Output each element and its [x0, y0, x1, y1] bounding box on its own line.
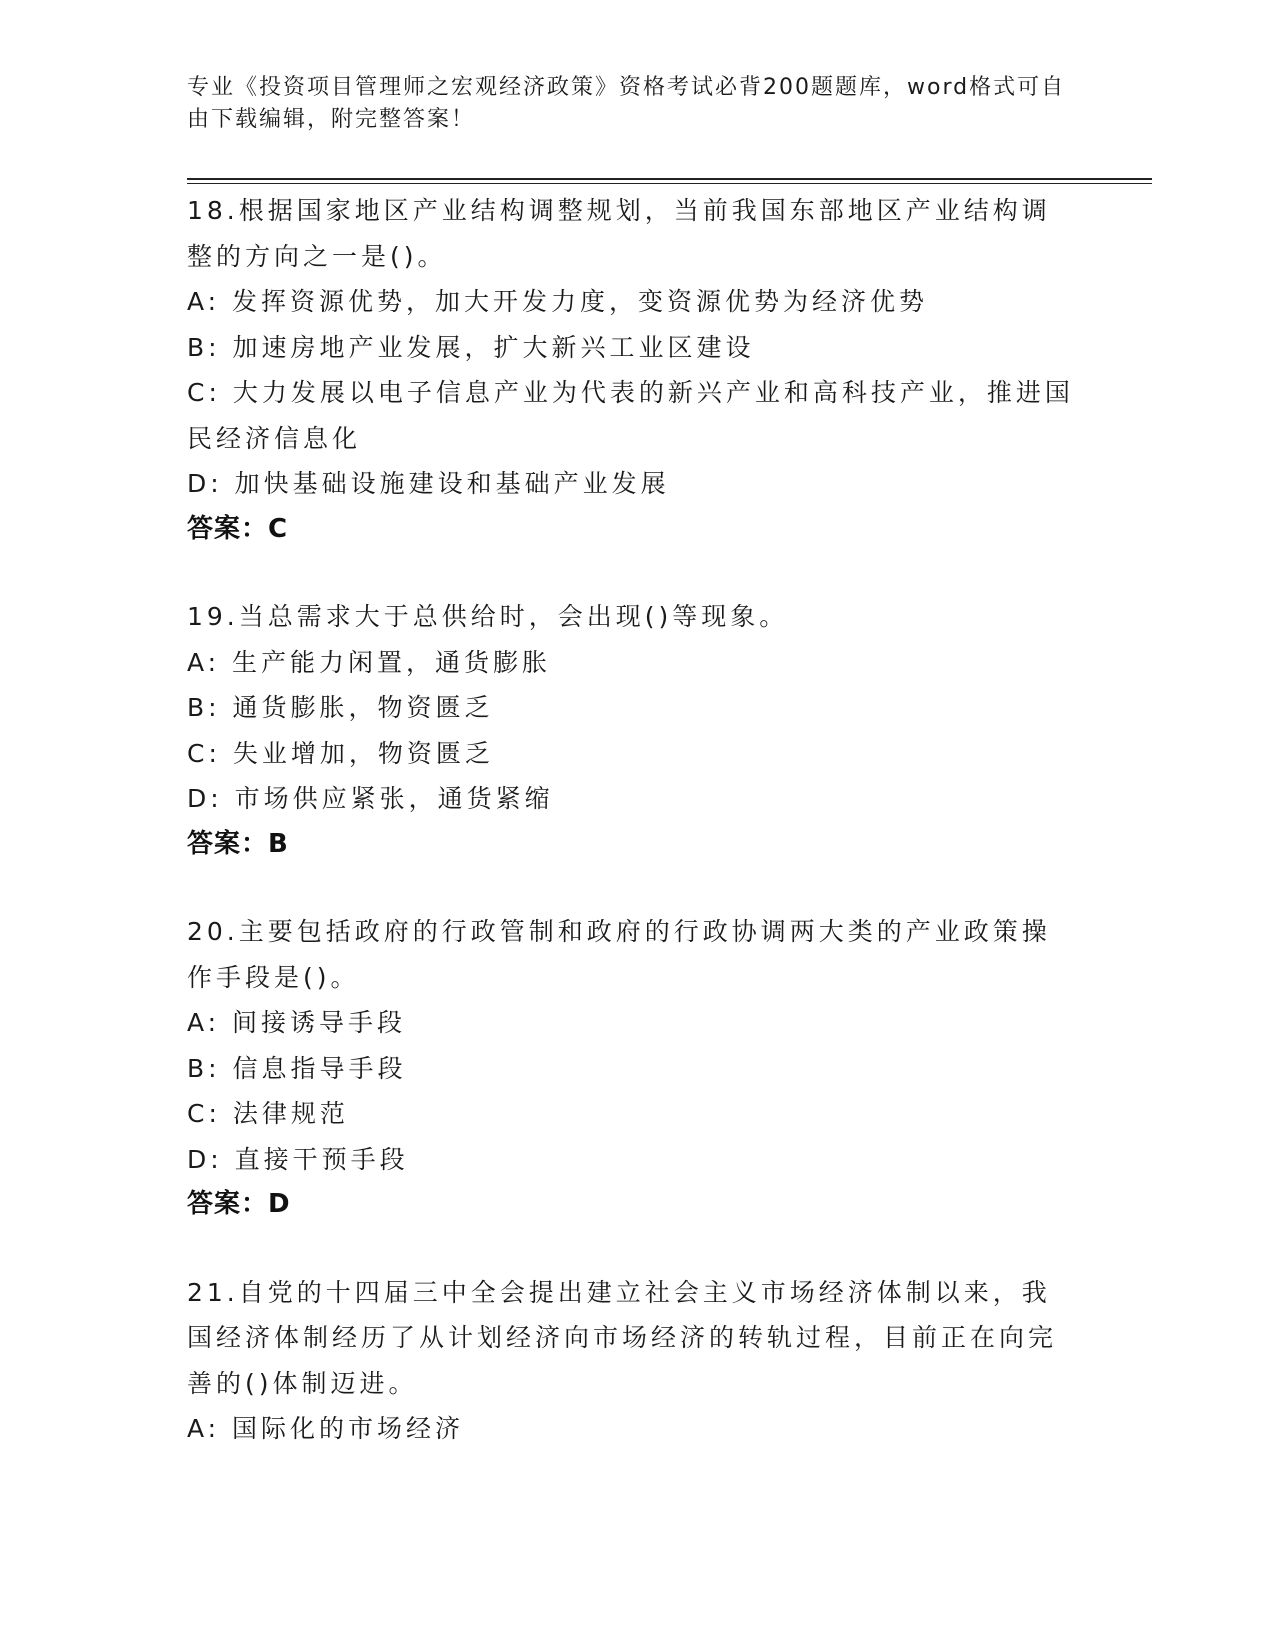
- option-b: B: 通货膨胀，物资匮乏: [187, 693, 494, 722]
- question-stem: 20.主要包括政府的行政管制和政府的行政协调两大类的产业政策操作手段是()。: [187, 917, 1051, 992]
- header-rule-thick: [187, 178, 1152, 180]
- question-21: [187, 1270, 1077, 1452]
- option-c: C: 大力发展以电子信息产业为代表的新兴产业和高科技产业，推进国民经济信息化: [187, 378, 1074, 453]
- option-a: A: 发挥资源优势，加大开发力度，变资源优势为经济优势: [187, 287, 929, 316]
- question-20: [187, 909, 1077, 1228]
- option-c: C: 法律规范: [187, 1099, 349, 1128]
- question-stem: 18.根据国家地区产业结构调整规划，当前我国东部地区产业结构调整的方向之一是()。: [187, 196, 1051, 271]
- option-d: D: 市场供应紧张，通货紧缩: [187, 784, 554, 813]
- answer-label: 答案：D: [187, 1189, 291, 1219]
- answer-label: 答案：C: [187, 513, 289, 544]
- option-d: D: 直接干预手段: [187, 1144, 409, 1174]
- option-a: A: 间接诱导手段: [187, 1008, 407, 1037]
- answer-label: 答案：B: [187, 828, 289, 859]
- option-a: A: 生产能力闲置，通货膨胀: [187, 647, 552, 677]
- question-18: [187, 188, 1077, 552]
- question-list: [187, 188, 1077, 1494]
- option-c: C: 失业增加，物资匮乏: [187, 738, 494, 768]
- question-stem: 21.自党的十四届三中全会提出建立社会主义市场经济体制以来，我国经济体制经历了从计划经济向市场经济的转轨过程，目前正在向完善的()体制迈进。: [187, 1277, 1058, 1398]
- header-rule-thin: [187, 183, 1152, 184]
- option-b: B: 加速房地产业发展，扩大新兴工业区建设: [187, 332, 755, 362]
- question-19: [187, 594, 1077, 867]
- option-a: A: 国际化的市场经济: [187, 1414, 465, 1443]
- question-stem: 19.当总需求大于总供给时，会出现()等现象。: [187, 602, 789, 631]
- option-d: D: 加快基础设施建设和基础产业发展: [187, 469, 670, 498]
- document-header: 专业《投资项目管理师之宏观经济政策》资格考试必背200题题库，word格式可自由下载编辑，附完整答案！: [187, 75, 1066, 132]
- option-b: B: 信息指导手段: [187, 1053, 407, 1083]
